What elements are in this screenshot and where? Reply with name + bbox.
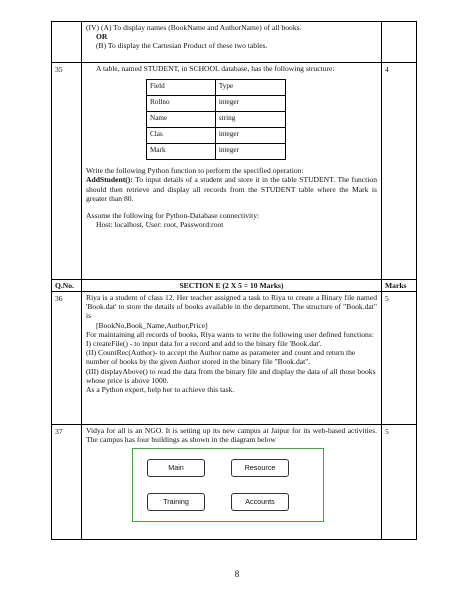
q36-closing: As a Python expert, help her to achieve this task. xyxy=(86,385,235,395)
q34-tail-body xyxy=(82,22,382,63)
q35-write-line: Write the following Python function to perform the specified operation: xyxy=(86,166,304,176)
building-resource: Resource xyxy=(231,459,289,477)
structure-type-cell: integer xyxy=(215,128,285,144)
q37-text: Vidya for all is an NGO. It is setting up its new campus at Jaipur for its web-based activities. The campus has four buildings as shown in the diagram below xyxy=(86,426,377,445)
q36-number: 36 xyxy=(52,292,82,425)
q36-body xyxy=(82,292,382,425)
q35-number: 35 xyxy=(52,63,82,280)
section-e-title: SECTION E (2 X 5 = 10 Marks) xyxy=(82,280,382,292)
q37-row xyxy=(52,425,417,540)
building-training: Training xyxy=(147,493,205,511)
q34-marks-cell xyxy=(382,22,417,63)
structure-row xyxy=(147,112,286,128)
building-accounts: Accounts xyxy=(231,493,289,511)
q35-function-description: To input details of a student and store it in the table STUDENT. The function should then retrieve and display all records from the STUDENT table where the Mark is greater than 80. xyxy=(86,175,377,203)
structure-row xyxy=(147,128,286,144)
structure-field-cell: Mark xyxy=(147,144,216,160)
structure-field-cell: Rollno xyxy=(147,96,216,112)
q36-marks: 5 xyxy=(382,292,417,425)
q35-row xyxy=(52,63,417,280)
structure-type-cell: integer xyxy=(215,96,285,112)
q34-or-label: OR xyxy=(96,32,108,42)
q35-marks: 4 xyxy=(382,63,417,280)
q36-function-3: (III) displayAbove() to read the data from the binary file and display the data of all those books whose price is above 1000. xyxy=(86,366,376,385)
marks-header: Marks xyxy=(382,280,417,292)
q35-function-name: AddStudent(): xyxy=(86,175,133,185)
q36-row xyxy=(52,292,417,425)
q36-function-1: I) createFile() - to input data for a record and add to the binary file 'Book.dat'. xyxy=(86,339,322,349)
student-structure-table xyxy=(146,79,286,160)
building-main: Main xyxy=(147,459,205,477)
q36-requirement: For maintaining all records of books, Riya wants to write the following user defined functions: xyxy=(86,329,374,339)
page-number: 8 xyxy=(234,569,240,579)
structure-field-cell: Field xyxy=(147,80,216,96)
structure-type-cell: integer xyxy=(215,144,285,160)
structure-field-cell: Name xyxy=(147,112,216,128)
q36-intro: Riya is a student of class 12. Her teacher assigned a task to Riya to create a Binary file named 'Book.dat' to store the details of books available in the department. The structure of "Book.dat" is xyxy=(86,293,377,321)
q35-intro: A table, named STUDENT, in SCHOOL database, has the following structure: xyxy=(96,64,335,73)
structure-type-cell: Type xyxy=(215,80,285,96)
q36-structure: [BookNo,Book_Name,Author,Price] xyxy=(96,320,208,330)
questions-table xyxy=(51,21,417,540)
q37-body xyxy=(82,425,382,540)
q34-tail-row xyxy=(52,22,417,63)
campus-diagram xyxy=(132,448,324,522)
q34-option-iv-b: (B) To display the Cartesian Product of these two tables. xyxy=(96,41,268,51)
structure-row xyxy=(147,144,286,160)
q35-assume: Assume the following for Python-Database connectivity: xyxy=(86,211,260,221)
section-e-header-row xyxy=(52,280,417,292)
q36-function-2: (II) CountRec(Author)- to accept the Author name as parameter and count and return the number of books by the given Author stored in the binary file "Book.dat". xyxy=(86,348,356,367)
q37-marks: 5 xyxy=(382,425,417,540)
q35-function-text xyxy=(86,175,377,203)
q37-number: 37 xyxy=(52,425,82,540)
structure-type-cell: string xyxy=(215,112,285,128)
q35-connection-details: Host: localhost, User: root, Password:root xyxy=(96,220,224,230)
structure-row xyxy=(147,96,286,112)
structure-field-cell: Clas xyxy=(147,128,216,144)
q34-option-iv-a: (IV) (A) To display names (BookName and AuthorName) of all books. xyxy=(86,23,302,32)
question-paper-page xyxy=(51,21,416,540)
qno-header: Q.No. xyxy=(52,280,82,292)
q35-body xyxy=(82,63,382,280)
q34-number-cell xyxy=(52,22,82,63)
structure-header-row xyxy=(147,80,286,96)
